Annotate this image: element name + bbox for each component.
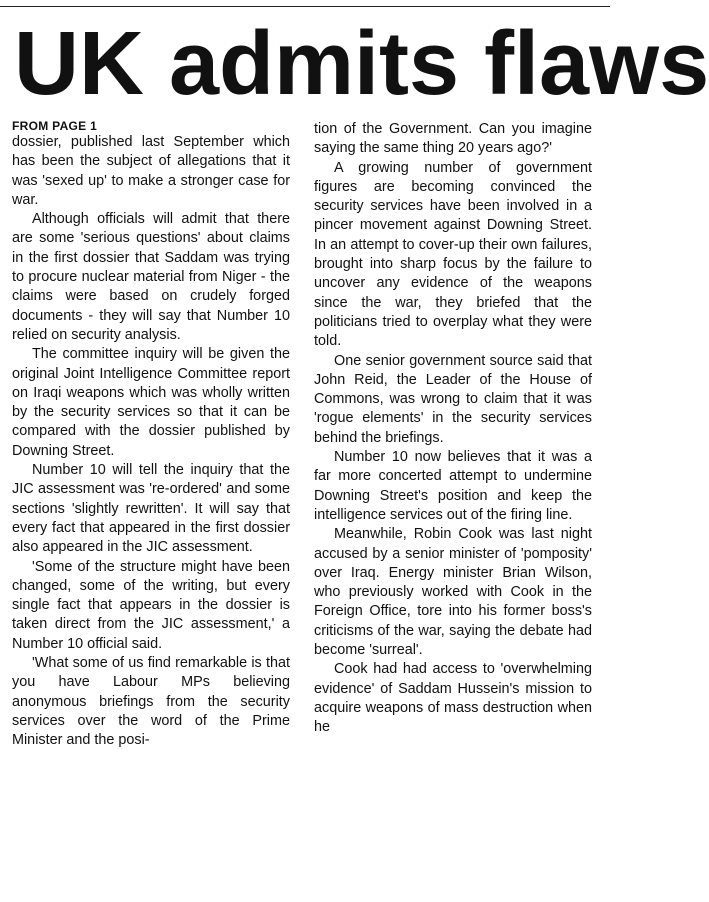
paragraph: Number 10 will tell the inquiry that the JIC assessment was 're-ordered' and some sections 'slightly rewritten'. It will say that every fact that appeared in the first dossier also appeared in the JIC assessment.	[12, 462, 290, 556]
paragraph: Although officials will admit that there are some 'serious questions' about claims in the first dossier that Saddam was trying to procure nuclear material from Niger - the claims were based on crudely forged documents - they will say that Number 10 relied on security analysis.	[12, 211, 290, 343]
paragraph: 'What some of us find remarkable is that you have Labour MPs believing anonymous briefings from the security services over the word of the Prime Minister and the posi-	[12, 655, 290, 749]
right-column	[314, 120, 592, 738]
headline: UK admits flaws	[14, 14, 709, 114]
paragraph: Number 10 now believes that it was a far more concerted attempt to undermine Downing Street's position and keep the intelligence services out of the firing line.	[314, 449, 592, 523]
paragraph: Cook had had access to 'overwhelming evidence' of Saddam Hussein's mission to acquire weapons of mass destruction when he	[314, 661, 592, 736]
paragraph: tion of the Government. Can you imagine saying the same thing 20 years ago?'	[314, 121, 592, 157]
paragraph: The committee inquiry will be given the original Joint Intelligence Committee report on Iraqi weapons which was wholly written by the security services so that it can be compared with the dossier published by Downing Street.	[12, 346, 290, 459]
kicker: FROM PAGE 1	[12, 119, 98, 133]
paragraph: dossier, published last September which has been the subject of allegations that it was 'sexed up' to make a stronger case for war.	[12, 134, 290, 208]
left-column	[12, 120, 290, 751]
top-rule	[0, 6, 610, 7]
paragraph: Meanwhile, Robin Cook was last night accused by a senior minister of 'pomposity' over Iraq. Energy minister Brian Wilson, who previously worked with Cook in the Foreign Office, tore into his former boss's criticisms of the war, saying the debate had become 'surreal'.	[314, 526, 592, 659]
paragraph: One senior government source said that John Reid, the Leader of the House of Commons, was wrong to claim that it was 'rogue elements' in the security services behind the briefings.	[314, 352, 592, 446]
paragraph: A growing number of government figures are becoming convinced the security services have been involved in a pincer movement against Downing Street. In an attempt to cover-up their own failures, brought into sharp focus by the failure to uncover any evidence of the weapons since the war, they briefed that the politicians tried to overplay what they were told.	[314, 159, 592, 350]
paragraph: 'Some of the structure might have been changed, some of the writing, but every single fact that appears in the dossier is taken direct from the JIC assessment,' a Number 10 official said.	[12, 558, 290, 652]
